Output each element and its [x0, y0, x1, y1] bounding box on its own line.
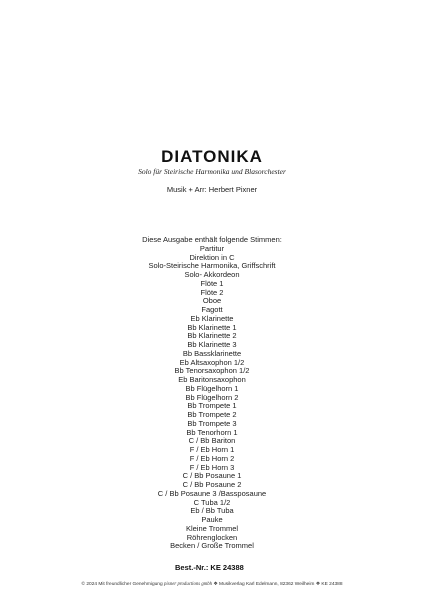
part-item: Bb Flügelhorn 1	[185, 383, 239, 393]
part-item: Bb Flügelhorn 2	[185, 392, 239, 402]
part-item: Bb Tenorsaxophon 1/2	[174, 366, 250, 376]
piece-subtitle: Solo für Steirische Harmonika und Blasorchester	[138, 167, 286, 176]
part-item: Solo- Akkordeon	[184, 270, 240, 279]
part-item: Eb / Bb Tuba	[190, 506, 234, 516]
part-item: C / Bb Bariton	[188, 436, 236, 446]
footer-code: KE 24388	[321, 582, 343, 587]
order-number: Best.-Nr.: KE 24388	[175, 563, 244, 572]
footer	[0, 582, 424, 587]
part-item: Flöte 1	[200, 278, 224, 288]
part-item: Becken / Große Trommel	[170, 541, 254, 551]
composer-credit: Musik + Arr: Herbert Pixner	[166, 185, 258, 194]
part-item: Flöte 2	[200, 287, 224, 297]
part-item: Bb Klarinette 3	[187, 340, 237, 349]
part-item: Fagott	[201, 305, 223, 314]
part-item: Eb Klarinette	[190, 313, 234, 323]
parts-heading: Diese Ausgabe enthält folgende Stimmen:	[142, 235, 282, 244]
part-item: Eb Altsaxophon 1/2	[179, 357, 245, 367]
footer-publisher: Musikverlag Karl Edelmann, 82362 Weilheim	[219, 582, 315, 587]
part-item: F / Eb Horn 3	[189, 462, 235, 472]
part-item: Bb Klarinette 1	[187, 322, 237, 332]
part-item: Bb Trompete 2	[187, 410, 237, 419]
footer-separator-icon: ❖	[315, 582, 321, 587]
part-item: Pauke	[201, 515, 223, 524]
part-item: F / Eb Horn 1	[189, 445, 235, 454]
part-item: Bb Trompete 3	[187, 418, 237, 428]
part-item: F / Eb Horn 2	[189, 453, 235, 463]
part-item: Bb Bassklarinette	[182, 348, 242, 358]
part-item: Direktion in C	[189, 252, 235, 262]
part-item: Bb Klarinette 2	[187, 331, 237, 341]
footer-company: pixner productions gmbh	[163, 582, 213, 587]
footer-separator-icon: ❖	[213, 582, 218, 587]
part-item: Eb Baritonsaxophon	[178, 375, 246, 384]
part-item: Bb Tenorhorn 1	[186, 427, 238, 437]
part-item: Bb Trompete 1	[187, 401, 237, 411]
piece-title: DIATONIKA	[161, 147, 263, 166]
footer-copyright: © 2024 Mit freundlicher Genehmigung	[81, 582, 163, 587]
part-item: Oboe	[202, 296, 222, 306]
part-item: Kleine Trommel	[185, 523, 239, 533]
part-item: Röhrenglocken	[186, 532, 238, 542]
part-item: Solo-Steirische Harmonika, Griffschrift	[148, 261, 276, 271]
part-item: C / Bb Posaune 3 /Bassposaune	[157, 488, 267, 498]
parts-list	[0, 236, 424, 551]
part-item: C / Bb Posaune 2	[182, 480, 242, 489]
part-item: C / Bb Posaune 1	[182, 471, 242, 481]
part-item: C Tuba 1/2	[193, 497, 231, 507]
part-item: Partitur	[199, 243, 225, 253]
